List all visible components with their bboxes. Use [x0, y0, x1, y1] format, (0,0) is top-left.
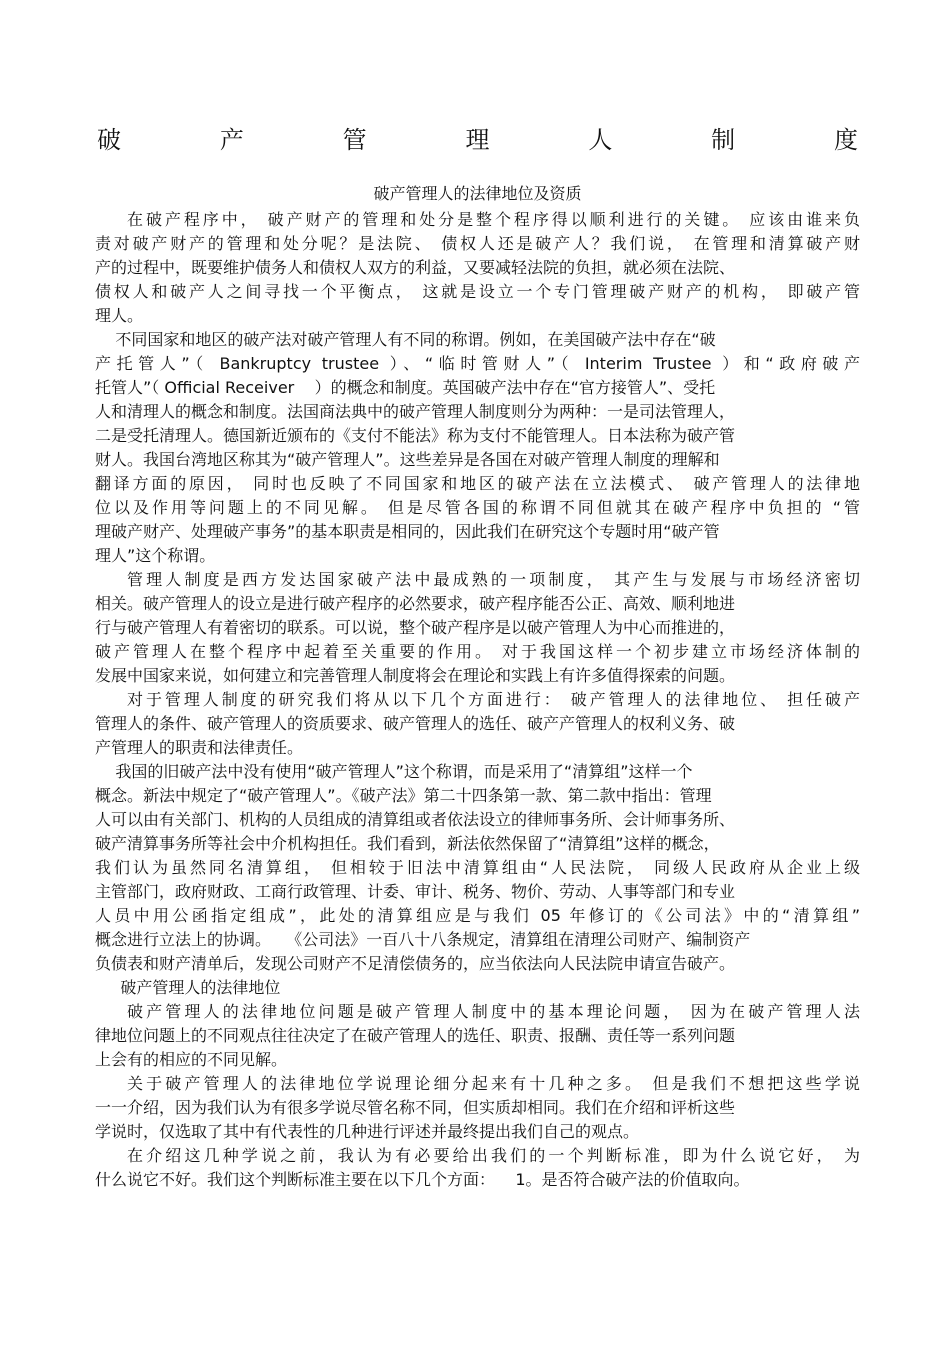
- text-line: 人可以由有关部门、机构的人员组成的清算组或者依法设立的律师事务所、会计师事务所、: [95, 810, 736, 829]
- text-line: 关于破产管理人的法律地位学说理论细分起来有十几种之多。 但是我们不想把这些学说: [127, 1074, 860, 1093]
- text-line: 产管理人的职责和法律责任。: [95, 738, 304, 757]
- text-line: 破产清算事务所等社会中介机构担任。我们看到，新法依然保留了“清算组”这样的概念，: [95, 834, 720, 853]
- title-char: 度: [833, 126, 858, 154]
- text-line: 理人。: [95, 306, 144, 325]
- text-line: 人员中用公函指定组成”，此处的清算组应是与我们 05 年修订的《公司法》中的“清算组”: [95, 906, 860, 925]
- text-line: 破产管理人在整个程序中起着至关重要的作用。 对于我国这样一个初步建立市场经济体制的: [95, 642, 860, 661]
- text-line: 一一介绍，因为我们认为有很多学说尽管名称不同，但实质却相同。我们在介绍和评析这些: [95, 1098, 736, 1117]
- text-line: 负债表和财产清单后，发现公司财产不足清偿债务的，应当依法向人民法院申请宣告破产。: [95, 954, 736, 973]
- title-char: 理: [465, 126, 490, 154]
- text-line: 在破产程序中， 破产财产的管理和处分是整个程序得以顺利进行的关键。 应该由谁来负: [127, 210, 860, 229]
- text-line: 概念。新法中规定了“破产管理人”。《破产法》第二十四条第一款、第二款中指出：管理: [95, 786, 712, 805]
- text-line: 不同国家和地区的破产法对破产管理人有不同的称谓。例如，在美国破产法中存在“破: [95, 330, 716, 349]
- title-char: 人: [588, 126, 613, 154]
- text-line: 翻译方面的原因， 同时也反映了不同国家和地区的破产法在立法模式、 破产管理人的法律地: [95, 474, 860, 493]
- section-subtitle: 破产管理人的法律地位及资质: [373, 184, 582, 203]
- text-line: 对于管理人制度的研究我们将从以下几个方面进行： 破产管理人的法律地位、 担任破产: [127, 690, 860, 709]
- text-line: 人和清理人的概念和制度。法国商法典中的破产管理人制度则分为两种：一是司法管理人，: [95, 402, 736, 421]
- text-line: 破产管理人的法律地位问题是破产管理人制度中的基本理论问题， 因为在破产管理人法: [127, 1002, 860, 1021]
- title-char: 制: [711, 126, 736, 154]
- text-line: 产托管人”（ Bankruptcy trustee ）、“临时管财人”（ Interim Trustee ）和“政府破产: [95, 354, 860, 373]
- text-line: 理破产财产、处理破产事务”的基本职责是相同的，因此我们在研究这个专题时用“破产管: [95, 522, 720, 541]
- text-line: 我国的旧破产法中没有使用“破产管理人”这个称谓，而是采用了“清算组”这样一个: [95, 762, 693, 781]
- text-line: 主管部门，政府财政、工商行政管理、计委、审计、税务、物价、劳动、人事等部门和专业: [95, 882, 736, 901]
- body-text: [95, 208, 860, 1192]
- text-line: 上会有的相应的不同见解。: [95, 1050, 288, 1069]
- text-line: 学说时，仅选取了其中有代表性的几种进行评述并最终提出我们自己的观点。: [95, 1122, 640, 1141]
- text-line: 债权人和破产人之间寻找一个平衡点， 这就是设立一个专门管理破产财产的机构， 即破产管: [95, 282, 860, 301]
- title-char: 产: [219, 126, 244, 154]
- text-line: 责对破产财产的管理和处分呢？是法院、 债权人还是破产人？我们说， 在管理和清算破产财: [95, 234, 860, 253]
- text-line: 概念进行立法上的协调。 《公司法》一百八十八条规定，清算组在清理公司财产、编制资产: [95, 930, 751, 949]
- document-title: [95, 122, 860, 158]
- title-char: 管: [342, 126, 367, 154]
- text-line: 财人。我国台湾地区称其为“破产管理人”。这些差异是各国在对破产管理人制度的理解和: [95, 450, 720, 469]
- text-line: 二是受托清理人。德国新近颁布的《支付不能法》称为支付不能管理人。日本法称为破产管: [95, 426, 736, 445]
- text-line: 管理人制度是西方发达国家破产法中最成熟的一项制度， 其产生与发展与市场经济密切: [127, 570, 860, 589]
- text-line: 发展中国家来说，如何建立和完善管理人制度将会在理论和实践上有许多值得探索的问题。: [95, 666, 736, 685]
- text-line: 什么说它不好。我们这个判断标准主要在以下几个方面： 1。是否符合破产法的价值取向。: [95, 1170, 750, 1189]
- text-line: 行与破产管理人有着密切的联系。可以说，整个破产程序是以破产管理人为中心而推进的，: [95, 618, 736, 637]
- text-line: 管理人的条件、破产管理人的资质要求、破产管理人的选任、破产产管理人的权利义务、破: [95, 714, 736, 733]
- title-char: 破: [97, 126, 121, 154]
- text-line: 破产管理人的法律地位: [95, 978, 281, 997]
- text-line: 产的过程中，既要维护债务人和债权人双方的利益，又要减轻法院的负担，就必须在法院、: [95, 258, 736, 277]
- text-line: 律地位问题上的不同观点往往决定了在破产管理人的选任、职责、报酬、责任等一系列问题: [95, 1026, 736, 1045]
- text-line: 在介绍这几种学说之前，我认为有必要给出我们的一个判断标准，即为什么说它好， 为: [127, 1146, 860, 1165]
- text-line: 托管人”（ Official Receiver ）的概念和制度。英国破产法中存在“官方接管人”、受托: [95, 378, 716, 397]
- text-line: 位以及作用等问题上的不同见解。 但是尽管各国的称谓不同但就其在破产程序中负担的 “管: [95, 498, 860, 517]
- text-line: 相关。破产管理人的设立是进行破产程序的必然要求，破产程序能否公正、高效、顺利地进: [95, 594, 736, 613]
- text-line: 我们认为虽然同名清算组， 但相较于旧法中清算组由“人民法院， 同级人民政府从企业上级: [95, 858, 860, 877]
- text-line: 理人”这个称谓。: [95, 546, 216, 565]
